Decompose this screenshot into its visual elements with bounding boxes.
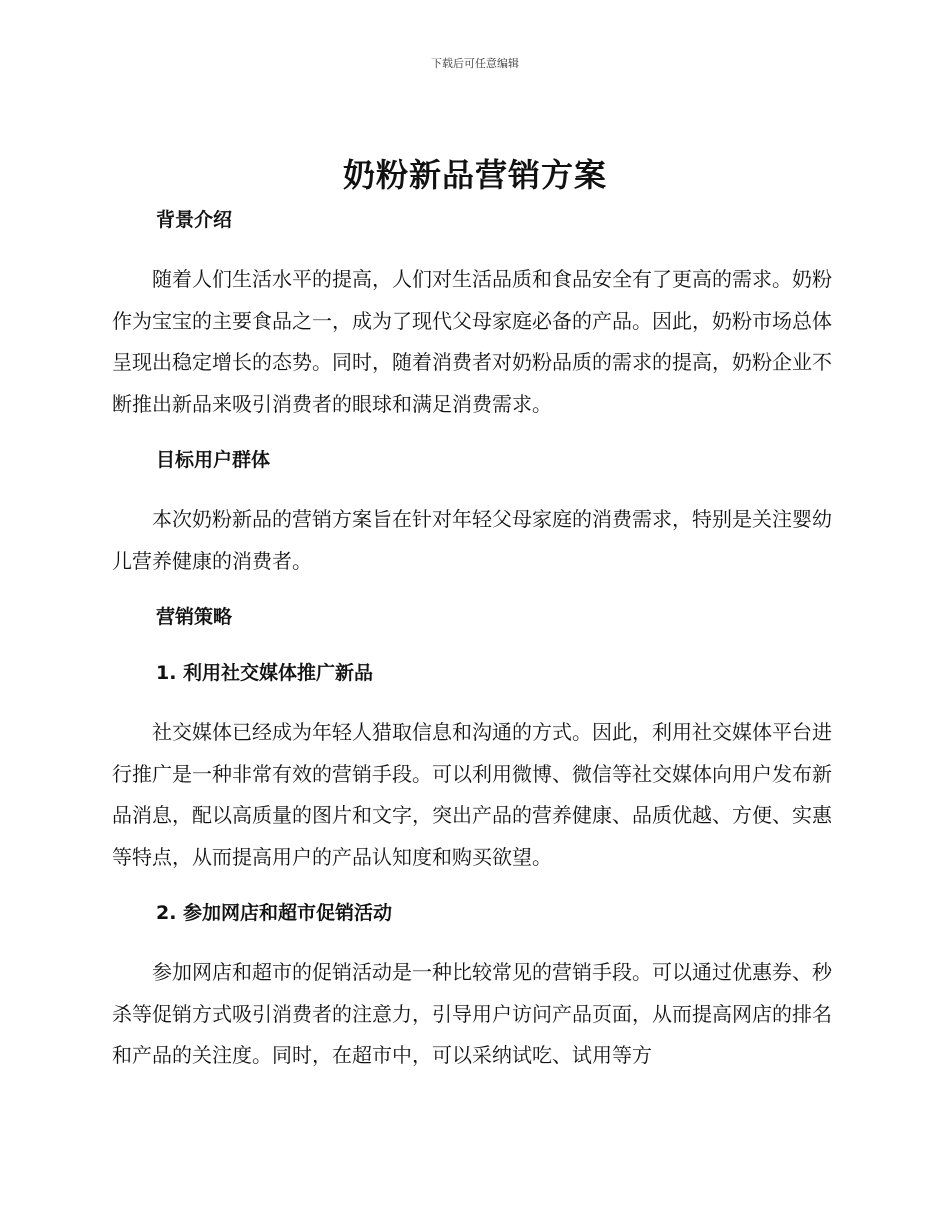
header-note: 下载后可任意编辑 [431, 57, 519, 70]
section-paragraph-background: 随着人们生活水平的提高，人们对生活品质和食品安全有了更高的需求。奶粉作为宝宝的主要食品之一，成为了现代父母家庭必备的产品。因此，奶粉市场总体呈现出稳定增长的态势。同时，随着消费者对奶粉品质的需求的提高，奶粉企业不断推出新品来吸引消费者的眼球和满足消费需求。 [112, 267, 832, 416]
page-title: 奶粉新品营销方案 [342, 156, 607, 194]
section-heading-strategy: 营销策略 [156, 606, 233, 628]
subsection-heading-promotions: 2. 参加网店和超市促销活动 [156, 902, 393, 924]
section-paragraph-target: 本次奶粉新品的营销方案旨在针对年轻父母家庭的消费需求，特别是关注婴幼儿营养健康的消费者。 [112, 507, 832, 573]
section-heading-background: 背景介绍 [156, 209, 233, 231]
subsection-paragraph-promotions: 参加网店和超市的促销活动是一种比较常见的营销手段。可以通过优惠券、秒杀等促销方式吸引消费者的注意力，引导用户访问产品页面，从而提高网店的排名和产品的关注度。同时，在超市中，可以采纳试吃、试用等方 [112, 960, 832, 1067]
subsection-heading-social-media: 1. 利用社交媒体推广新品 [156, 662, 374, 684]
document-body [112, 205, 832, 1077]
subsection-paragraph-social-media: 社交媒体已经成为年轻人猎取信息和沟通的方式。因此，利用社交媒体平台进行推广是一种非常有效的营销手段。可以利用微博、微信等社交媒体向用户发布新品消息，配以高质量的图片和文字，突出产品的营养健康、品质优越、方便、实惠等特点，从而提高用户的产品认知度和购买欲望。 [112, 720, 832, 869]
section-heading-target: 目标用户群体 [156, 449, 271, 471]
